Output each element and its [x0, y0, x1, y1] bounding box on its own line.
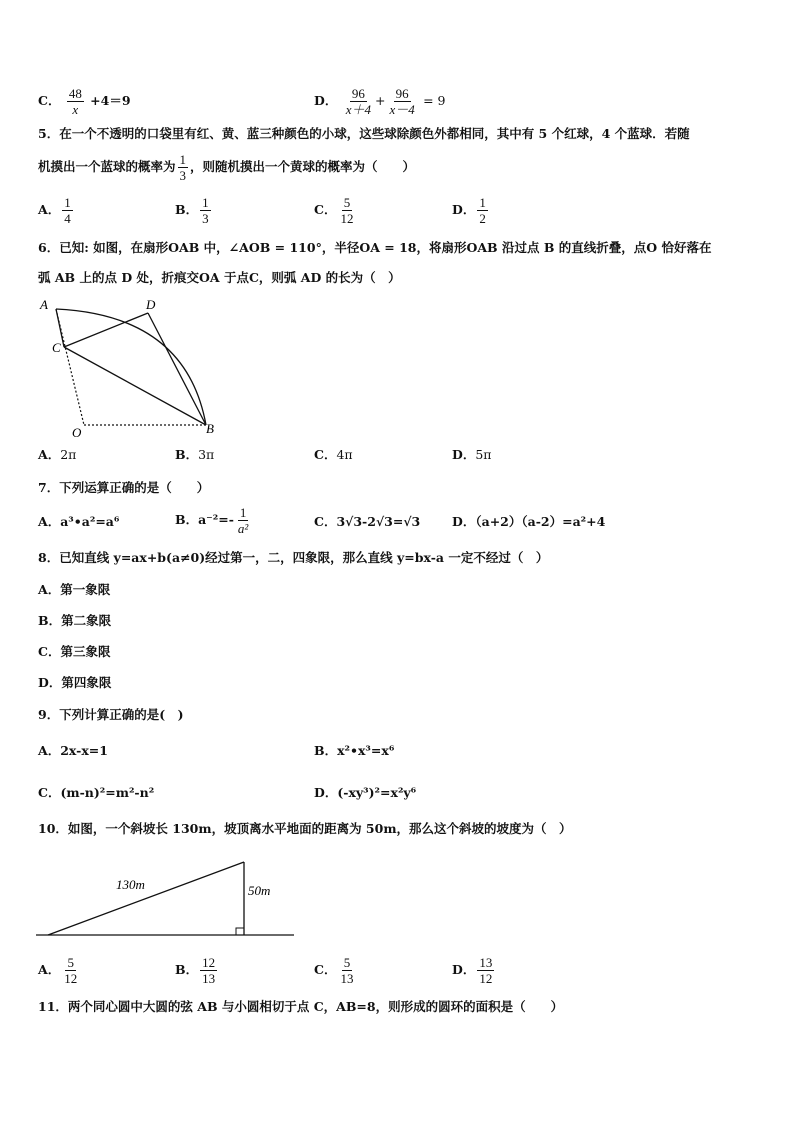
label-c: C: [52, 340, 61, 355]
q8-option-c: C．第三象限: [38, 644, 111, 659]
q10-option-b: B． $\frac{12}{13}$: [175, 955, 216, 986]
q7-option-c: C．3√3-2√3=√3: [314, 514, 421, 529]
q7-option-a: A．a³•a²=a⁶: [38, 514, 120, 529]
q8-stem: 8．已知直线 y=ax+b(a≠0)经过第一，二，四象限，那么直线 y=bx-a 一定不经过（ ）: [38, 550, 549, 565]
q4-option-c: [38, 86, 131, 117]
q4-option-d: D． $\frac{96}{x+4}$ + $\frac{96}{x-4}$ = 9: [314, 86, 446, 117]
q6-option-a: A．2π: [38, 447, 77, 462]
q8-option-a: A．第一象限: [38, 582, 111, 597]
q6-option-b: B．3π: [175, 447, 215, 462]
fraction: $\frac{48}{x}$: [68, 86, 82, 117]
q5-option-c: C． $\frac{5}{12}$: [314, 195, 354, 226]
q9-stem: 9．下列计算正确的是( ): [38, 707, 184, 722]
q9-option-d: D．(-xy³)²=x²y⁶: [314, 785, 417, 800]
q10-option-a: A． $\frac{5}{12}$: [38, 955, 78, 986]
label-b: B: [206, 421, 214, 436]
q9-option-c: C．(m-n)²=m²-n²: [38, 785, 155, 800]
q5-stem-line1: 5．在一个不透明的口袋里有红、黄、蓝三种颜色的小球，这些球除颜色外都相同，其中有 5 个红球，4 个蓝球．若随: [38, 126, 690, 141]
q9-option-b: B．x²•x³=x⁶: [314, 743, 395, 758]
q7-option-b: B．a⁻²=- $\frac{1}{\text{a²}}$: [175, 505, 249, 536]
option-text: +4＝9: [90, 93, 131, 108]
q10-option-c: C． $\frac{5}{13}$: [314, 955, 354, 986]
height-label: 50m: [248, 883, 271, 898]
label-a: A: [40, 297, 48, 312]
fraction: $\frac{1}{3}$: [179, 152, 187, 183]
q11-stem: 11．两个同心圆中大圆的弦 AB 与小圆相切于点 C，AB=8，则形成的圆环的面积是（ ）: [38, 999, 564, 1014]
q5-option-b: B． $\frac{1}{3}$: [175, 195, 209, 226]
fraction: $\frac{96}{x-4}$: [389, 86, 415, 117]
q6-stem-line2: 弧 AB 上的点 D 处，折痕交OA 于点C，则弧 AD 的长为（ ）: [38, 270, 401, 285]
q10-option-d: D． $\frac{13}{12}$: [452, 955, 493, 986]
q9-option-a: A．2x-x=1: [38, 743, 108, 758]
fraction: $\frac{96}{x+4}$: [345, 86, 371, 117]
option-label: D．: [314, 93, 338, 108]
slope-length-label: 130m: [116, 877, 145, 892]
arc-ab: [56, 309, 206, 425]
q5-option-a: A． $\frac{1}{4}$: [38, 195, 71, 226]
q6-option-c: C．4π: [314, 447, 353, 462]
q6-sector-figure: [36, 295, 226, 440]
right-angle-mark: [236, 928, 244, 935]
label-o: O: [72, 425, 82, 440]
q7-option-d: D．（a+2）（a-2）=a²+4: [452, 514, 606, 529]
segment-c-d: [64, 313, 148, 347]
q10-slope-figure: [36, 850, 298, 942]
segment-c-b: [64, 347, 206, 425]
q8-option-d: D．第四象限: [38, 675, 112, 690]
q8-option-b: B．第二象限: [38, 613, 112, 628]
q5-option-d: D． $\frac{1}{2}$: [452, 195, 486, 226]
label-d: D: [146, 297, 156, 312]
q7-stem: 7．下列运算正确的是（ ）: [38, 480, 210, 495]
q10-stem: 10．如图，一个斜坡长 130m，坡顶离水平地面的距离为 50m，那么这个斜坡的坡度为（ ）: [38, 821, 572, 836]
q5-stem-line2: 机摸出一个蓝球的概率为 $\frac{1}{3}$ ，则随机摸出一个黄球的概率为（ ）: [38, 152, 416, 183]
option-label: C．: [38, 93, 61, 108]
q6-option-d: D．5π: [452, 447, 492, 462]
slope-line: [48, 862, 244, 935]
q6-stem-line1: 6．已知: 如图，在扇形OAB 中，∠AOB = 110°，半径OA = 18，将扇形OAB 沿过点 B 的直线折叠，点O 恰好落在: [38, 240, 712, 255]
segment-d-b: [148, 313, 206, 425]
